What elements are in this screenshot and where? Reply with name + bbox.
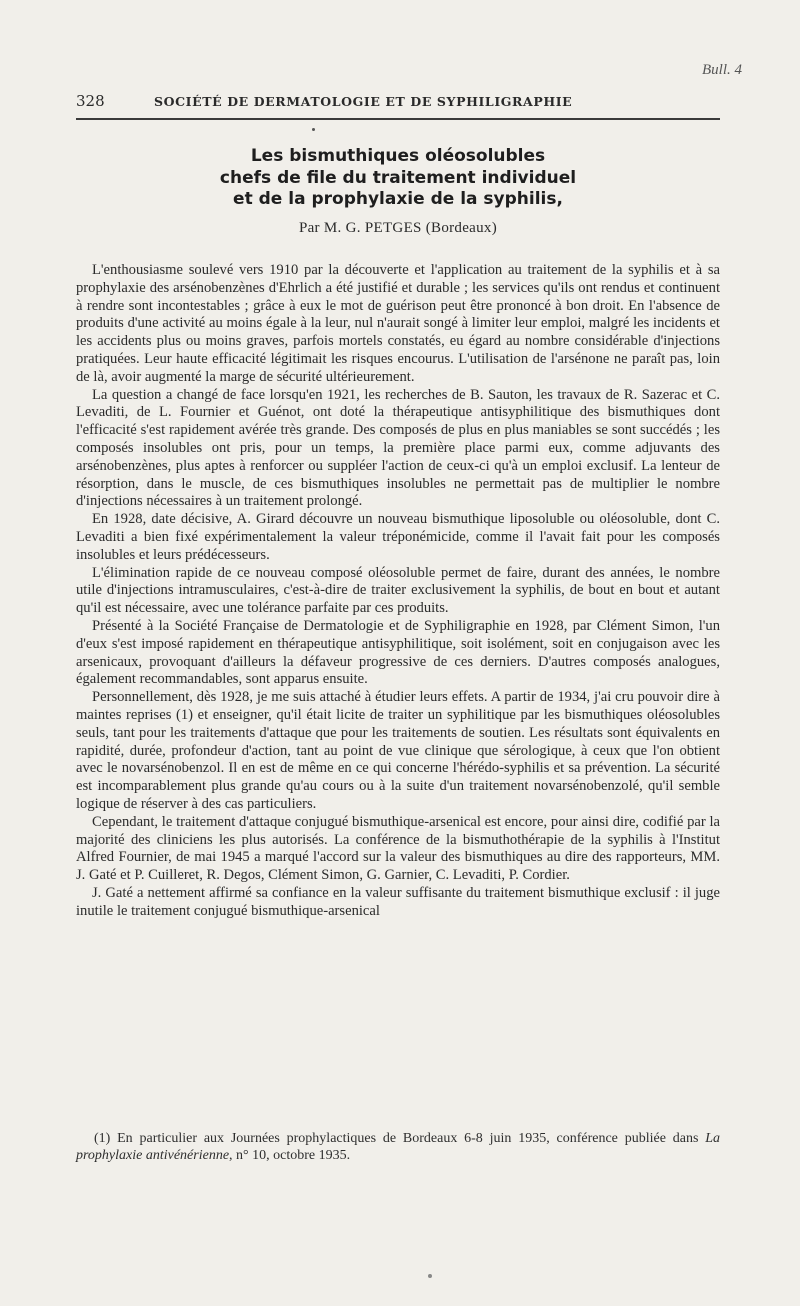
- paragraph: Personnellement, dès 1928, je me suis attaché à étudier leurs effets. A partir de 1934, j'ai cru pouvoir dire à maintes reprises (1) et enseigner, qu'il était licite de traiter un syphilitique par les bismuthiques oléosolubles seuls, tant pour les traitements d'attaque que pour les traitements de soutien. Les résultats sont équivalents en rapidité, durée, profondeur d'action, tant au point de vue clinique que sérologique, à ceux que l'on obtient avec le novarsénobenzol. Il en est de même en ce qui concerne l'hérédo-syphilis et sa prévention. La sécurité est incomparablement plus grande qu'au cours ou à la suite d'un traitement novarsénobenzolé, qu'il semble logique de réserver à des cas particuliers.: [76, 689, 720, 812]
- paragraph: J. Gaté a nettement affirmé sa confiance en la valeur suffisante du traitement bismuthique exclusif : il juge inutile le traitement conjugué bismuthique-arsenical: [76, 884, 720, 919]
- author-byline: Par M. G. PETGES (Bordeaux): [298, 220, 498, 236]
- paragraph: Cependant, le traitement d'attaque conjugué bismuthique-arsenical est encore, pour ainsi dire, codifié par la majorité des cliniciens les plus autorisés. La conférence de la bismuthothérapie de la syphilis à l'Institut Alfred Fournier, de mai 1945 a marqué l'accord sur la valeur des bismuthiques au dire des rapporteurs, MM. J. Gaté et P. Cuilleret, R. Degos, Clément Simon, G. Garnier, C. Levaditi, P. Cordier.: [76, 813, 720, 884]
- paragraph: En 1928, date décisive, A. Girard découvre un nouveau bismuthique liposoluble ou oléosoluble, dont C. Levaditi a bien fixé expérimentalement la valeur tréponémicide, comme il l'avait fait pour les composés insolubles et leurs prédécesseurs.: [76, 511, 720, 563]
- paragraph: L'enthousiasme soulevé vers 1910 par la découverte et l'application au traitement de la syphilis et à sa prophylaxie des arsénobenzènes d'Ehrlich a été justifié et durable ; les services qu'ils ont rendus et continuent à rendre sont incontestables ; grâce à eux le mot de guérison peut être prononcé à bon droit. En l'absence de produits d'une activité au moins égale à la leur, nul n'aurait songé à limiter leur emploi, malgré les incidents et les accidents plus ou moins graves, parfois mortels constatés, eu égard au nombre considérable d'injections pratiquées. Leur haute efficacité légitimait les risques encourus. L'utilisation de l'arsénone ne paraît pas, loin de là, avoir augmenté la marge de sécurité ultérieurement.: [76, 262, 720, 385]
- print-mark-bottom: [428, 1274, 432, 1278]
- footnote-text-end: , n° 10, octobre 1935.: [229, 1148, 351, 1163]
- paragraph: La question a changé de face lorsqu'en 1921, les recherches de B. Sauton, les travaux de R. Sazerac et C. Levaditi, de L. Fournier et Guénot, ont doté la thérapeutique antisyphilitique des bismuthiques dont l'efficacité s'est rapidement avérée très grande. Des composés de plus en plus maniables se sont succédés ; les composés insolubles ont pris, pour un temps, la première place parmi eux, comme adjuvants des arsénobenzènes, plus aptes à renforcer ou suppléer l'action de ceux-ci qu'à un emploi exclusif. La lenteur de résorption, dans le muscle, de ces bismuthiques insolubles ne permettait pas de multiplier le nombre d'injections nécessaires à un traitement prolongé.: [76, 386, 720, 510]
- header-rule: [76, 118, 720, 120]
- title-line: chefs de file du traitement individuel: [219, 167, 577, 188]
- page-number: 328: [76, 92, 105, 110]
- print-mark: [312, 128, 315, 131]
- journal-title: SOCIÉTÉ DE DERMATOLOGIE ET DE SYPHILIGRAPHIE: [154, 94, 573, 109]
- article-body: [76, 262, 720, 920]
- running-header: [76, 92, 720, 114]
- footnote: [76, 1130, 720, 1164]
- paragraph: Présenté à la Société Française de Dermatologie et de Syphiligraphie en 1928, par Clément Simon, l'un d'eux s'est imposé rapidement en thérapeutique antisyphilitique, soit isolément, soit en conjugaison avec les arsenicaux, provoquant d'ailleurs la défaveur progressive de ces derniers. D'autres composés analogues, également recommandables, sont apparus ensuite.: [76, 617, 720, 688]
- paragraph: L'élimination rapide de ce nouveau composé oléosoluble permet de faire, durant des années, le nombre utile d'injections intramusculaires, c'est-à-dire de traiter exclusivement la syphilis, de bout en bout et autant qu'il est nécessaire, avec une tolérance parfaite par ces produits.: [76, 564, 720, 617]
- bull-annotation: Bull. 4: [702, 62, 742, 78]
- title-line: Les bismuthiques oléosolubles: [250, 146, 546, 166]
- footnote-text: (1) En particulier aux Journées prophylactiques de Bordeaux 6-8 juin 1935, conférence publiée dans: [94, 1131, 706, 1146]
- footnote-journal: La prophylaxie antivénérienne: [76, 1131, 720, 1163]
- title-line: et de la prophylaxie de la syphilis,: [233, 189, 563, 209]
- article-title: [76, 146, 720, 211]
